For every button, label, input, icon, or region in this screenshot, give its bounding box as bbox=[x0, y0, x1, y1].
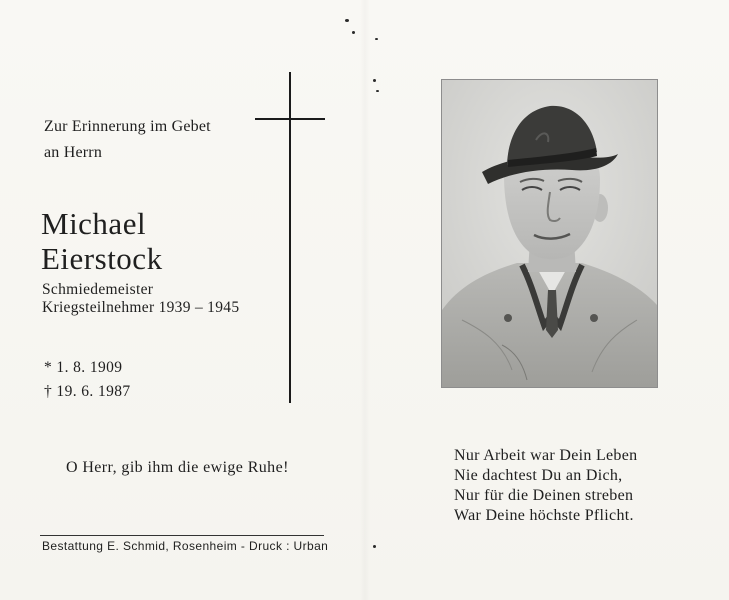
poem-line: War Deine höchste Pflicht. bbox=[454, 507, 634, 524]
cross-horizontal bbox=[255, 118, 325, 120]
print-speck bbox=[373, 545, 376, 548]
poem-line: Nur Arbeit war Dein Leben bbox=[454, 447, 638, 464]
print-speck bbox=[373, 79, 376, 82]
first-name: Michael bbox=[41, 206, 147, 241]
card-fold bbox=[360, 0, 370, 600]
poem-line: Nie dachtest Du an Dich, bbox=[454, 467, 623, 484]
print-speck bbox=[352, 31, 355, 34]
footer-credit: Bestattung E. Schmid, Rosenheim - Druck : Urban bbox=[42, 539, 329, 553]
veteran-line: Kriegsteilnehmer 1939 – 1945 bbox=[42, 299, 240, 316]
portrait-photo bbox=[442, 80, 657, 387]
poem-line: Nur für die Deinen streben bbox=[454, 487, 634, 504]
cross-vertical bbox=[289, 72, 291, 403]
death-date: † 19. 6. 1987 bbox=[44, 383, 131, 400]
birth-date: * 1. 8. 1909 bbox=[44, 359, 123, 376]
intro-line-2: an Herrn bbox=[44, 144, 103, 161]
print-speck bbox=[345, 19, 349, 22]
prayer-line: O Herr, gib ihm die ewige Ruhe! bbox=[66, 459, 289, 476]
print-speck bbox=[375, 38, 378, 40]
last-name: Eierstock bbox=[41, 241, 163, 276]
intro-line-1: Zur Erinnerung im Gebet bbox=[44, 118, 211, 135]
print-speck bbox=[376, 90, 379, 92]
footer-rule bbox=[40, 535, 324, 536]
occupation: Schmiedemeister bbox=[42, 281, 154, 298]
